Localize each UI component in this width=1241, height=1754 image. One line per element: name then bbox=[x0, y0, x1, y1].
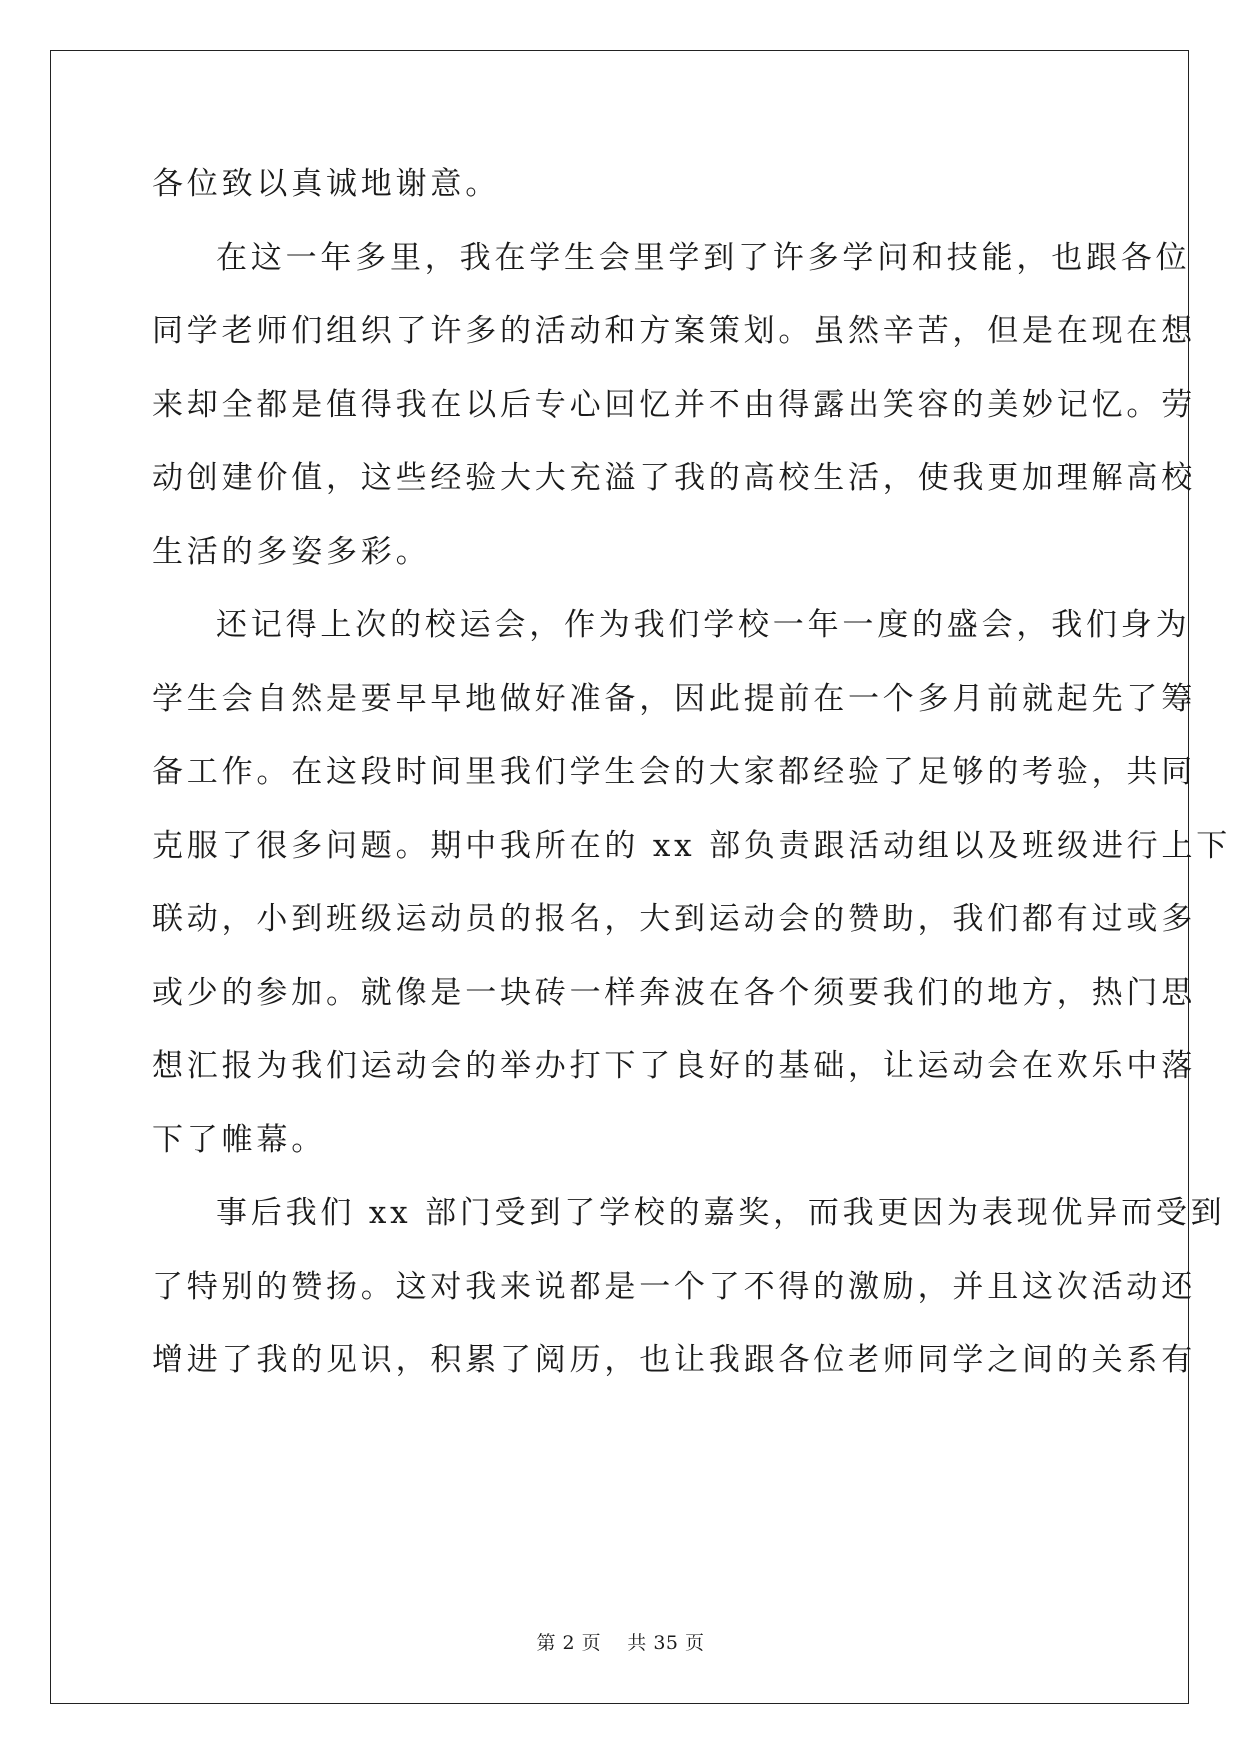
text-line: 学生会自然是要早早地做好准备，因此提前在一个多月前就起先了筹 bbox=[152, 680, 1196, 717]
text-line: 下了帷幕。 bbox=[152, 1121, 326, 1158]
text-line: 或少的参加。就像是一块砖一样奔波在各个须要我们的地方，热门思 bbox=[152, 974, 1196, 1011]
document-body bbox=[152, 148, 1232, 1398]
text-line: 还记得上次的校运会，作为我们学校一年一度的盛会，我们身为 bbox=[216, 607, 1191, 643]
text-line: 备工作。在这段时间里我们学生会的大家都经验了足够的考验，共同 bbox=[152, 754, 1196, 790]
page-total: 共 35 页 bbox=[627, 1632, 705, 1654]
text-line: 同学老师们组织了许多的活动和方案策划。虽然辛苦，但是在现在想 bbox=[152, 313, 1196, 349]
text-line: 联动，小到班级运动员的报名，大到运动会的赞助，我们都有过或多 bbox=[152, 901, 1196, 937]
text-line: 事后我们 xx 部门受到了学校的嘉奖，而我更因为表现优异而受到 bbox=[216, 1195, 1226, 1231]
text-line: 生活的多姿多彩。 bbox=[152, 533, 431, 570]
text-line: 想汇报为我们运动会的举办打下了良好的基础，让运动会在欢乐中落 bbox=[152, 1048, 1196, 1084]
text-line: 了特别的赞扬。这对我来说都是一个了不得的激励，并且这次活动还 bbox=[152, 1268, 1196, 1305]
page-number: 第 2 页 bbox=[536, 1632, 602, 1654]
text-line: 在这一年多里，我在学生会里学到了许多学问和技能，也跟各位 bbox=[216, 239, 1191, 276]
page-footer bbox=[0, 1628, 1241, 1655]
text-line: 各位致以真诚地谢意。 bbox=[152, 166, 500, 202]
text-line: 克服了很多问题。期中我所在的 xx 部负责跟活动组以及班级进行上下 bbox=[152, 827, 1232, 864]
text-line: 来却全都是值得我在以后专心回忆并不由得露出笑容的美妙记忆。劳 bbox=[152, 386, 1196, 423]
text-line: 动创建价值，这些经验大大充溢了我的高校生活，使我更加理解高校 bbox=[152, 460, 1196, 496]
text-line: 增进了我的见识，积累了阅历，也让我跟各位老师同学之间的关系有 bbox=[152, 1342, 1196, 1378]
